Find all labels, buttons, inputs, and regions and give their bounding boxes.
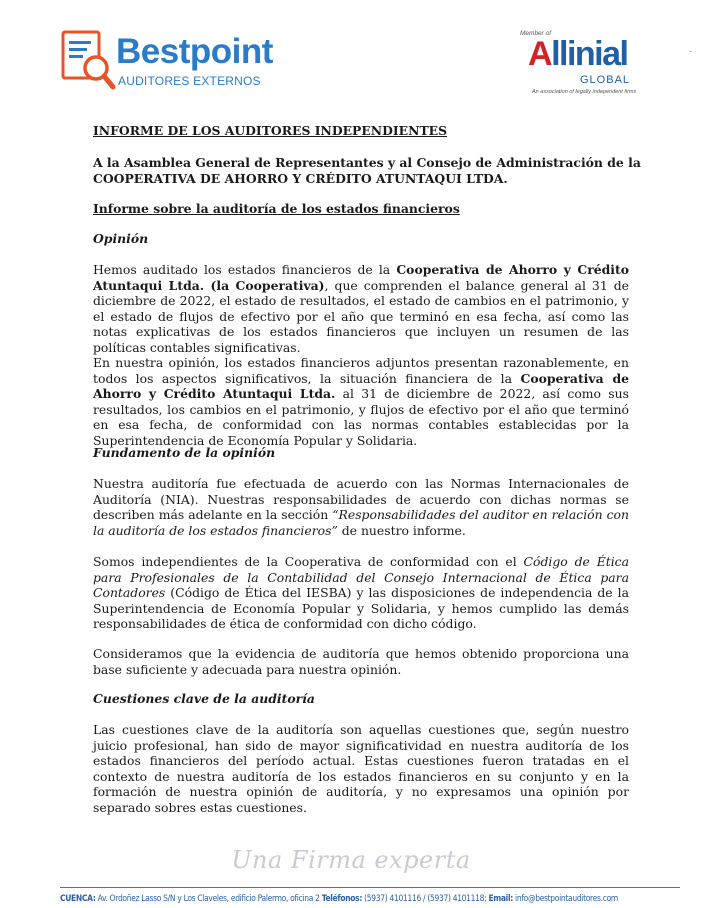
footer-email[interactable]: info@bestpointauditores.com	[512, 893, 618, 903]
report-title: INFORME DE LOS AUDITORES INDEPENDIENTES	[93, 123, 448, 138]
p2-entity-name: Cooperativa de Ahorro y Crédito Atuntaqui Ltda.	[93, 370, 629, 402]
p4-code-name: Código de Ética para Profesionales de la Contabilidad del Consejo Internacional de Ética para Contadores	[93, 554, 630, 601]
opinion-paragraph-1	[93, 262, 629, 356]
allinial-logo	[518, 30, 658, 100]
member-of-label: Member of	[520, 30, 552, 37]
allinial-name-rest: llinial	[551, 35, 628, 73]
bestpoint-logo	[60, 28, 300, 94]
fundamento-paragraph-2	[93, 554, 629, 632]
allinial-tagline: An association of legally independent firms	[532, 89, 637, 95]
p2-text-a: En nuestra opinión, los estados financieros adjuntos presentan razonablemente, en todos los aspectos significativos, la situación financiera de la	[93, 355, 629, 386]
opinion-heading: Opinión	[93, 231, 149, 246]
footer-divider	[60, 887, 680, 888]
document-magnifier-icon	[60, 28, 116, 94]
watermark-slogan: Una Firma experta	[231, 846, 471, 874]
p1-entity-name: Cooperativa de Ahorro y Crédito Atuntaqui Ltda. (la Cooperativa)	[93, 262, 629, 293]
p1-text-c: , que comprenden el balance general al 31 de diciembre de 2022, el estado de resultados, el estado de cambios en el patrimonio, y el estado de flujos de efectivo por el año que terminó en esa fecha, así como las notas explicativas de los estados financieros que incluyen un resumen de las políticas contables significativas.	[93, 277, 629, 355]
addressee-line-1: A la Asamblea General de Representantes y al Consejo de Administración de la	[93, 155, 641, 170]
fundamento-paragraph-3: Consideramos que la evidencia de auditoría que hemos obtenido proporciona una base suficiente y adecuada para nuestra opinión.	[93, 646, 629, 677]
footer-address: Av. Ordoñez Lasso S/N y Los Claveles, edificio Palermo, oficina 2	[95, 893, 322, 903]
footer-phones: (5937) 4101116 / (5937) 4101118;	[362, 893, 489, 903]
allinial-name-initial: A	[528, 35, 552, 73]
p2-text-c: al 31 de diciembre de 2022, así como sus resultados, los cambios en el patrimonio, y flujos de efectivo por el año que terminó en esa fecha, de conformidad con las normas contables establecidas por la Superintendencia de Economía Popular y Solidaria.	[93, 386, 629, 448]
p4-text-a: Somos independientes de la Cooperativa de conformidad con el	[93, 554, 524, 569]
footer-contact	[60, 893, 680, 903]
footer-email-label: Email:	[488, 893, 513, 903]
allinial-name	[528, 34, 627, 74]
allinial-global-label: GLOBAL	[580, 74, 631, 86]
opinion-paragraph-2	[93, 355, 629, 449]
brand-subtitle: AUDITORES EXTERNOS	[118, 74, 261, 88]
brand-name: Bestpoint	[116, 32, 273, 71]
addressee-line-2: COOPERATIVA DE AHORRO Y CRÉDITO ATUNTAQUI LTDA.	[93, 170, 508, 186]
fundamento-heading: Fundamento de la opinión	[93, 445, 276, 460]
addressee	[93, 155, 641, 186]
section-heading: Informe sobre la auditoría de los estados financieros	[93, 201, 460, 216]
p3-text-a: Nuestra auditoría fue efectuada de acuerdo con las Normas Internacionales de Auditoría (NIA). Nuestras responsabilidades de acuerdo con dichas normas se describen más adelante en la sección	[93, 476, 629, 523]
footer-phone-label: Teléfonos:	[321, 893, 363, 903]
cuestiones-heading: Cuestiones clave de la auditoría	[93, 691, 315, 706]
fundamento-paragraph-1	[93, 476, 629, 538]
footer-city: CUENCA:	[60, 893, 96, 903]
cuestiones-paragraph: Las cuestiones clave de la auditoría son aquellas cuestiones que, según nuestro juicio profesional, han sido de mayor significatividad en nuestra auditoría de los estados financieros del período actual. Estas cuestiones fueron tratadas en el contexto de nuestra auditoría de los estados financieros en su conjunto y en la formación de nuestra opinión de auditoría, y no expresamos una opinión por separado sobres estas cuestiones.	[93, 722, 629, 815]
margin-mark: -	[689, 46, 692, 56]
p3-text-c: de nuestro informe.	[337, 522, 466, 538]
p3-section-reference: “Responsabilidades del auditor en relación con la auditoría de los estados financieros”	[93, 507, 629, 538]
p4-text-c: (Código de Ética del IESBA) y las disposiciones de independencia de la Superintendencia de Economía Popular y Solidaria, y hemos cumplido las demás responsabilidades de ética de conformidad con dicho código.	[93, 585, 629, 632]
p1-text-a: Hemos auditado los estados financieros de la	[93, 262, 397, 277]
